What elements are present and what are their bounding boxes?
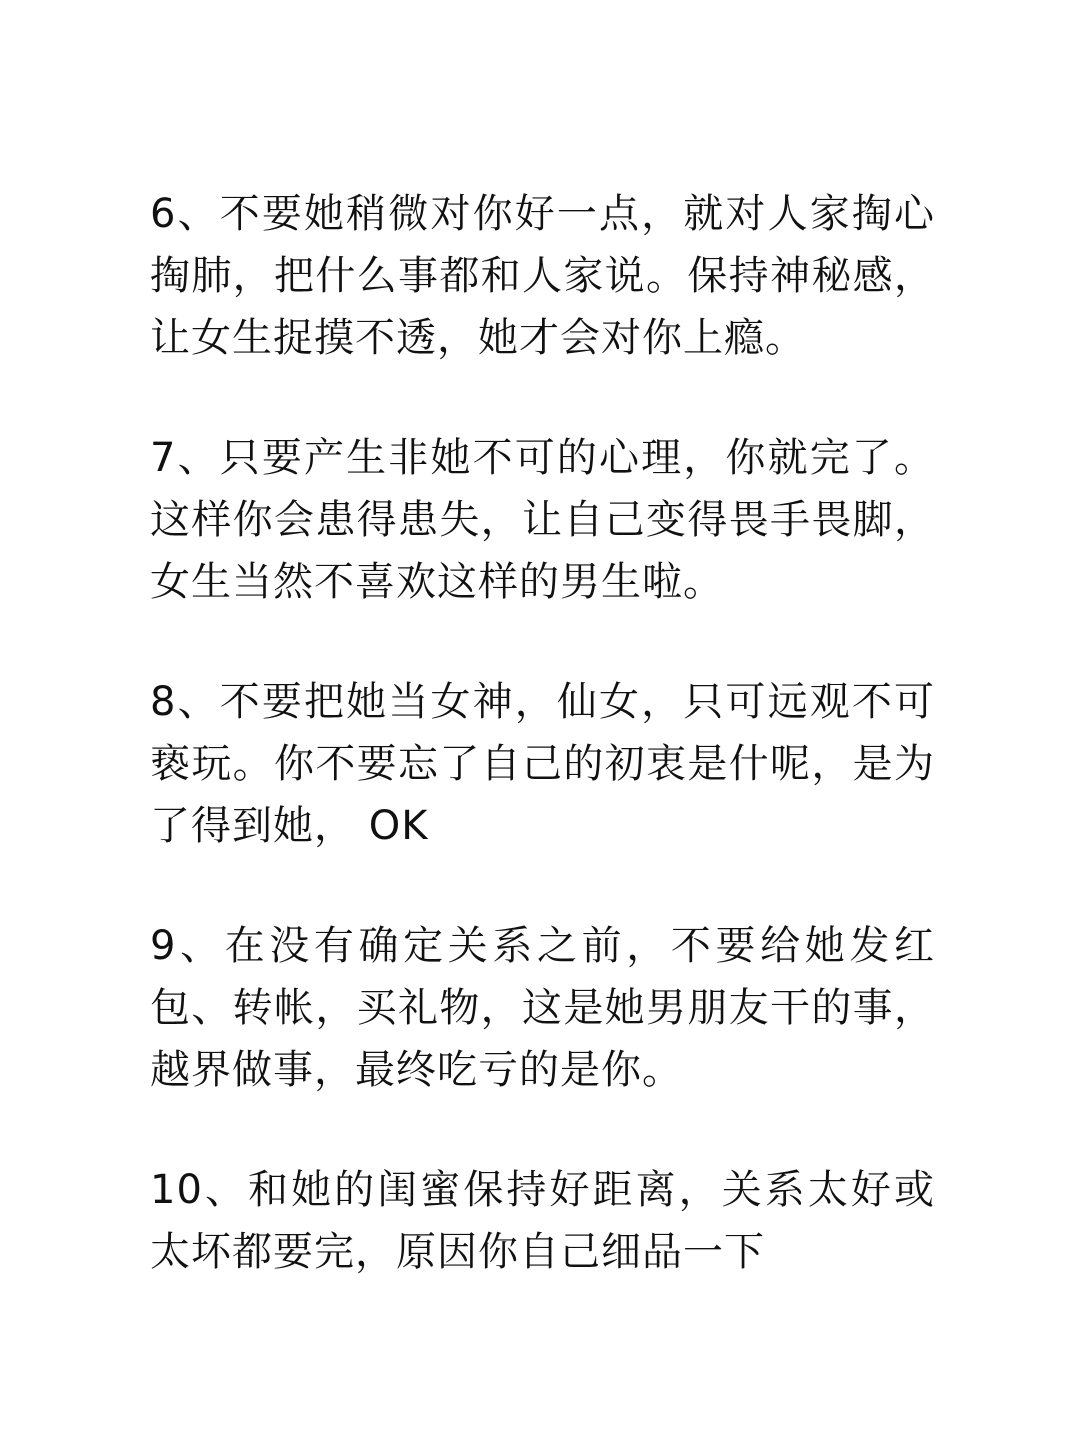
- tip-paragraph-7: 7、只要产生非她不可的心理，你就完了。这样你会患得患失，让自己变得畏手畏脚，女生当然不喜欢这样的男生啦。: [150, 435, 935, 605]
- tip-paragraph-8: 8、不要把她当女神，仙女，只可远观不可亵玩。你不要忘了自己的初衷是什呢，是为了得到她， OK: [150, 679, 935, 849]
- tip-paragraph-6: 6、不要她稍微对你好一点，就对人家掏心掏肺，把什么事都和人家说。保持神秘感，让女生捉摸不透，她才会对你上瘾。: [150, 191, 935, 361]
- tip-paragraph-10: 10、和她的闺蜜保持好距离，关系太好或太坏都要完，原因你自己细品一下: [150, 1167, 935, 1275]
- article-content: [150, 183, 935, 1341]
- tip-paragraph-9: 9、在没有确定关系之前，不要给她发红包、转帐，买礼物，这是她男朋友干的事，越界做事，最终吃亏的是你。: [150, 923, 935, 1093]
